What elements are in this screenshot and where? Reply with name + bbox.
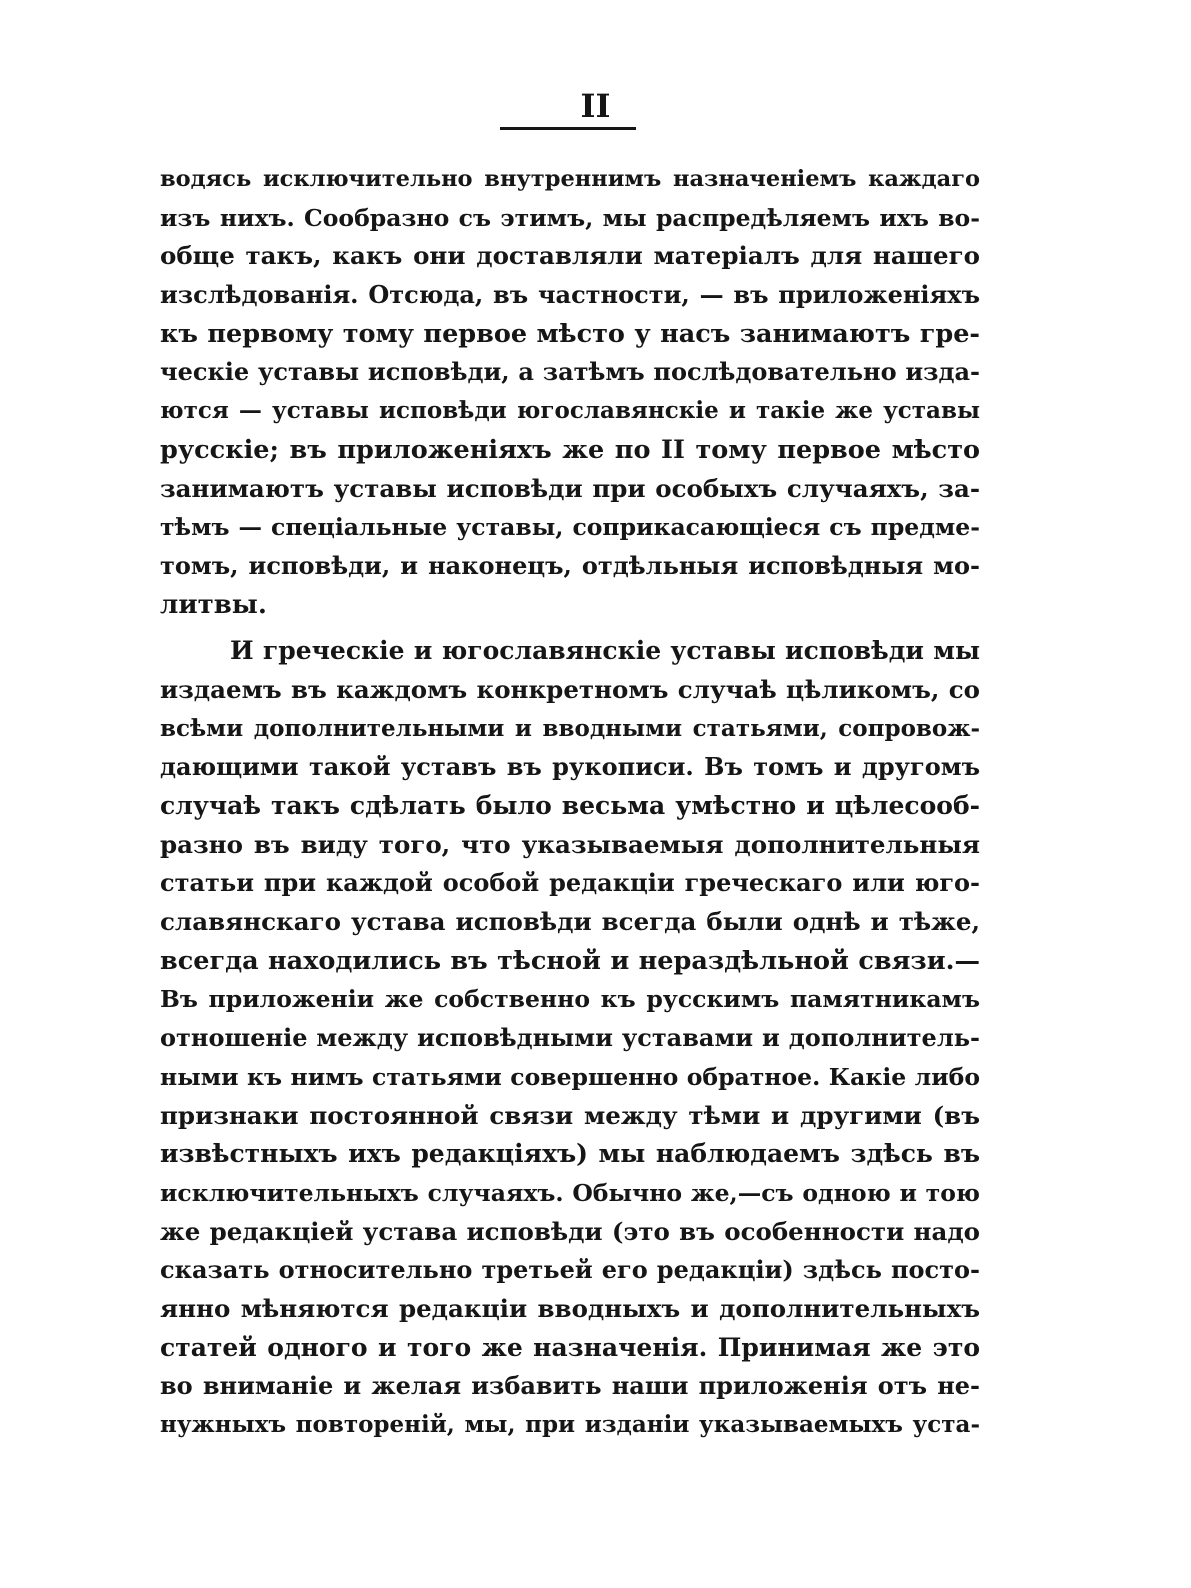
text-line: издаемъ въ каждомъ конкретномъ случаѣ цѣликомъ, со	[160, 674, 980, 704]
text-line: всѣми дополнительными и вводными статьями, сопровож-	[160, 714, 980, 742]
body-text	[160, 160, 980, 1445]
text-line: русскіе; въ приложеніяхъ же по II тому первое мѣсто	[160, 434, 980, 465]
text-line: признаки постоянной связи между тѣми и другими (въ	[160, 1100, 980, 1130]
text-line: изъ нихъ. Сообразно съ этимъ, мы распредѣляемъ ихъ во-	[160, 203, 980, 232]
text-line: разно въ виду того, что указываемыя дополнительныя	[160, 829, 980, 859]
paragraph	[160, 632, 980, 1444]
text-line: И греческіе и югославянскіе уставы исповѣди мы	[230, 636, 980, 666]
text-line: случаѣ такъ сдѣлать было весьма умѣстно и цѣлесооб-	[160, 791, 980, 820]
paragraph	[160, 160, 980, 624]
text-line: Въ приложеніи же собственно къ русскимъ памятникамъ	[160, 985, 980, 1014]
text-line: всегда находились въ тѣсной и нераздѣльной связи.—	[160, 945, 980, 976]
text-line: ческіе уставы исповѣди, а затѣмъ послѣдовательно изда-	[160, 357, 980, 387]
text-line: сказать относительно третьей его редакціи) здѣсь посто-	[160, 1255, 980, 1285]
text-line: ными къ нимъ статьями совершенно обратное. Какіе либо	[160, 1062, 980, 1091]
text-line: занимаютъ уставы исповѣди при особыхъ случаяхъ, за-	[160, 473, 980, 503]
text-line: славянскаго устава исповѣди всегда были однѣ и тѣже,	[160, 907, 980, 937]
text-line: янно мѣняются редакціи вводныхъ и дополнительныхъ	[160, 1293, 980, 1323]
paragraph-gap	[160, 624, 980, 632]
text-line: къ первому тому первое мѣсто у насъ занимаютъ гре-	[160, 318, 980, 349]
header-rule	[500, 127, 636, 130]
text-line: томъ, исповѣди, и наконецъ, отдѣльныя исповѣдныя мо-	[160, 550, 980, 580]
text-line: же редакціей устава исповѣди (это въ особенности надо	[160, 1216, 980, 1246]
text-line: извѣстныхъ ихъ редакціяхъ) мы наблюдаемъ здѣсь въ	[160, 1139, 980, 1169]
text-line: обще такъ, какъ они доставляли матеріалъ для нашего	[160, 241, 980, 271]
text-line: статей одного и того же назначенія. Принимая же это	[160, 1332, 980, 1362]
text-line: ются — уставы исповѣди югославянскіе и такіе же уставы	[160, 397, 980, 425]
text-line: изслѣдованія. Отсюда, въ частности, — въ приложеніяхъ	[160, 280, 980, 310]
text-line: тѣмъ — спеціальные уставы, соприкасающіеся съ предме-	[160, 513, 980, 542]
text-line: нужныхъ повтореній, мы, при изданіи указываемыхъ уста-	[160, 1411, 980, 1438]
text-line: водясь исключительно внутреннимъ назначеніемъ каждаго	[160, 166, 980, 192]
page-number: II	[580, 87, 611, 125]
text-line: литвы.	[160, 589, 267, 620]
text-line: статьи при каждой особой редакціи греческаго или юго-	[160, 868, 980, 898]
text-line: исключительныхъ случаяхъ. Обычно же,—съ одною и тою	[160, 1178, 980, 1207]
text-line: отношеніе между исповѣдными уставами и дополнитель-	[160, 1023, 980, 1053]
text-line: дающими такой уставъ въ рукописи. Въ томъ и другомъ	[160, 752, 980, 782]
text-line: во вниманіе и желая избавить наши приложенія отъ не-	[160, 1371, 980, 1401]
